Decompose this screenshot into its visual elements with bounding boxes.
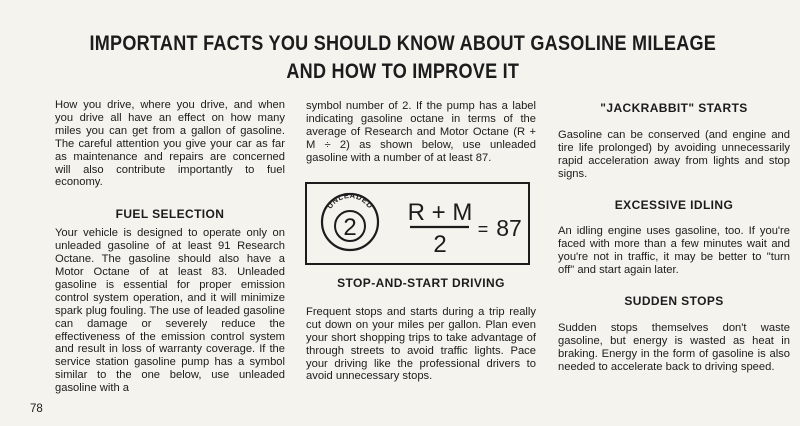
sudden-stops-heading: SUDDEN STOPS [624,294,724,309]
page-title-line-2: AND HOW TO IMPROVE IT [286,60,520,83]
octane-paragraph: symbol number of 2. If the pump has a label indicating gasoline octane in terms of the average of Research and Motor Octane (R + M ÷ 2) as shown below, use unleaded gasoline with a number of at least 87. [306,100,536,164]
svg-text:UNLEADED [325,191,375,211]
octane-value: 87 [496,215,522,241]
page-title-line-1: IMPORTANT FACTS YOU SHOULD KNOW ABOUT GASOLINE MILEAGE [89,32,717,55]
stop-start-paragraph: Frequent stops and starts during a trip really cut down on your miles per gallon. Plan even your short shopping trips to take advantage of through streets to avoid traffic lights. Pace your driving like the professional drivers to avoid unnecessary stops. [306,305,536,383]
column-2-lower [306,277,536,383]
jackrabbit-paragraph: Gasoline can be conserved (and engine and tire life prolonged) by avoiding unnecessarily rapid acceleration away from lights and stop signs. [558,128,790,180]
idling-paragraph: An idling engine uses gasoline, too. If you're faced with more than a few minutes wait and you're not in traffic, it may be better to "turn off" and start again later. [558,225,790,277]
column-1 [55,99,285,395]
unleaded-symbol-number: 2 [343,214,357,241]
jackrabbit-heading: "JACKRABBIT" STARTS [600,101,748,115]
octane-label-sign [305,182,530,265]
unleaded-ring-label: UNLEADED [324,190,376,211]
fuel-selection-paragraph: Your vehicle is designed to operate only on unleaded gasoline of at least 91 Research Octane. The gasoline should also have a Motor Octane of at least 83. Unleaded gasoline is essential for proper emission control system operation, and it will minimize spark plug fouling. The use of leaded gasoline can damage or severely reduce the effectiveness of the emission control system and result in loss of warranty coverage. If the service station gasoline pump has a symbol similar to the one below, use unleaded gasoline with a [55,227,285,395]
sudden-stops-paragraph: Sudden stops themselves don't waste gasoline, but energy is wasted as heat in braking. Energy in the form of gasoline is also needed to accelerate back to driving speed. [558,321,790,373]
formula-equals: = [477,219,489,239]
formula-numerator: R + M [407,199,473,226]
stop-start-heading: STOP-AND-START DRIVING [337,276,505,290]
idling-heading: EXCESSIVE IDLING [614,197,734,212]
unleaded-symbol-icon [322,191,378,250]
page-number: 78 [30,403,43,415]
intro-paragraph: How you drive, where you drive, and when you drive all have an effect on how many miles you can get from a gallon of gasoline. The careful attention you give your car as far as maintenance and repairs are concerned will also contribute importantly to fuel economy. [55,99,285,189]
formula-denominator: 2 [433,231,447,258]
column-3 [558,102,790,374]
fuel-selection-heading: FUEL SELECTION [115,207,225,222]
column-2 [306,100,536,165]
